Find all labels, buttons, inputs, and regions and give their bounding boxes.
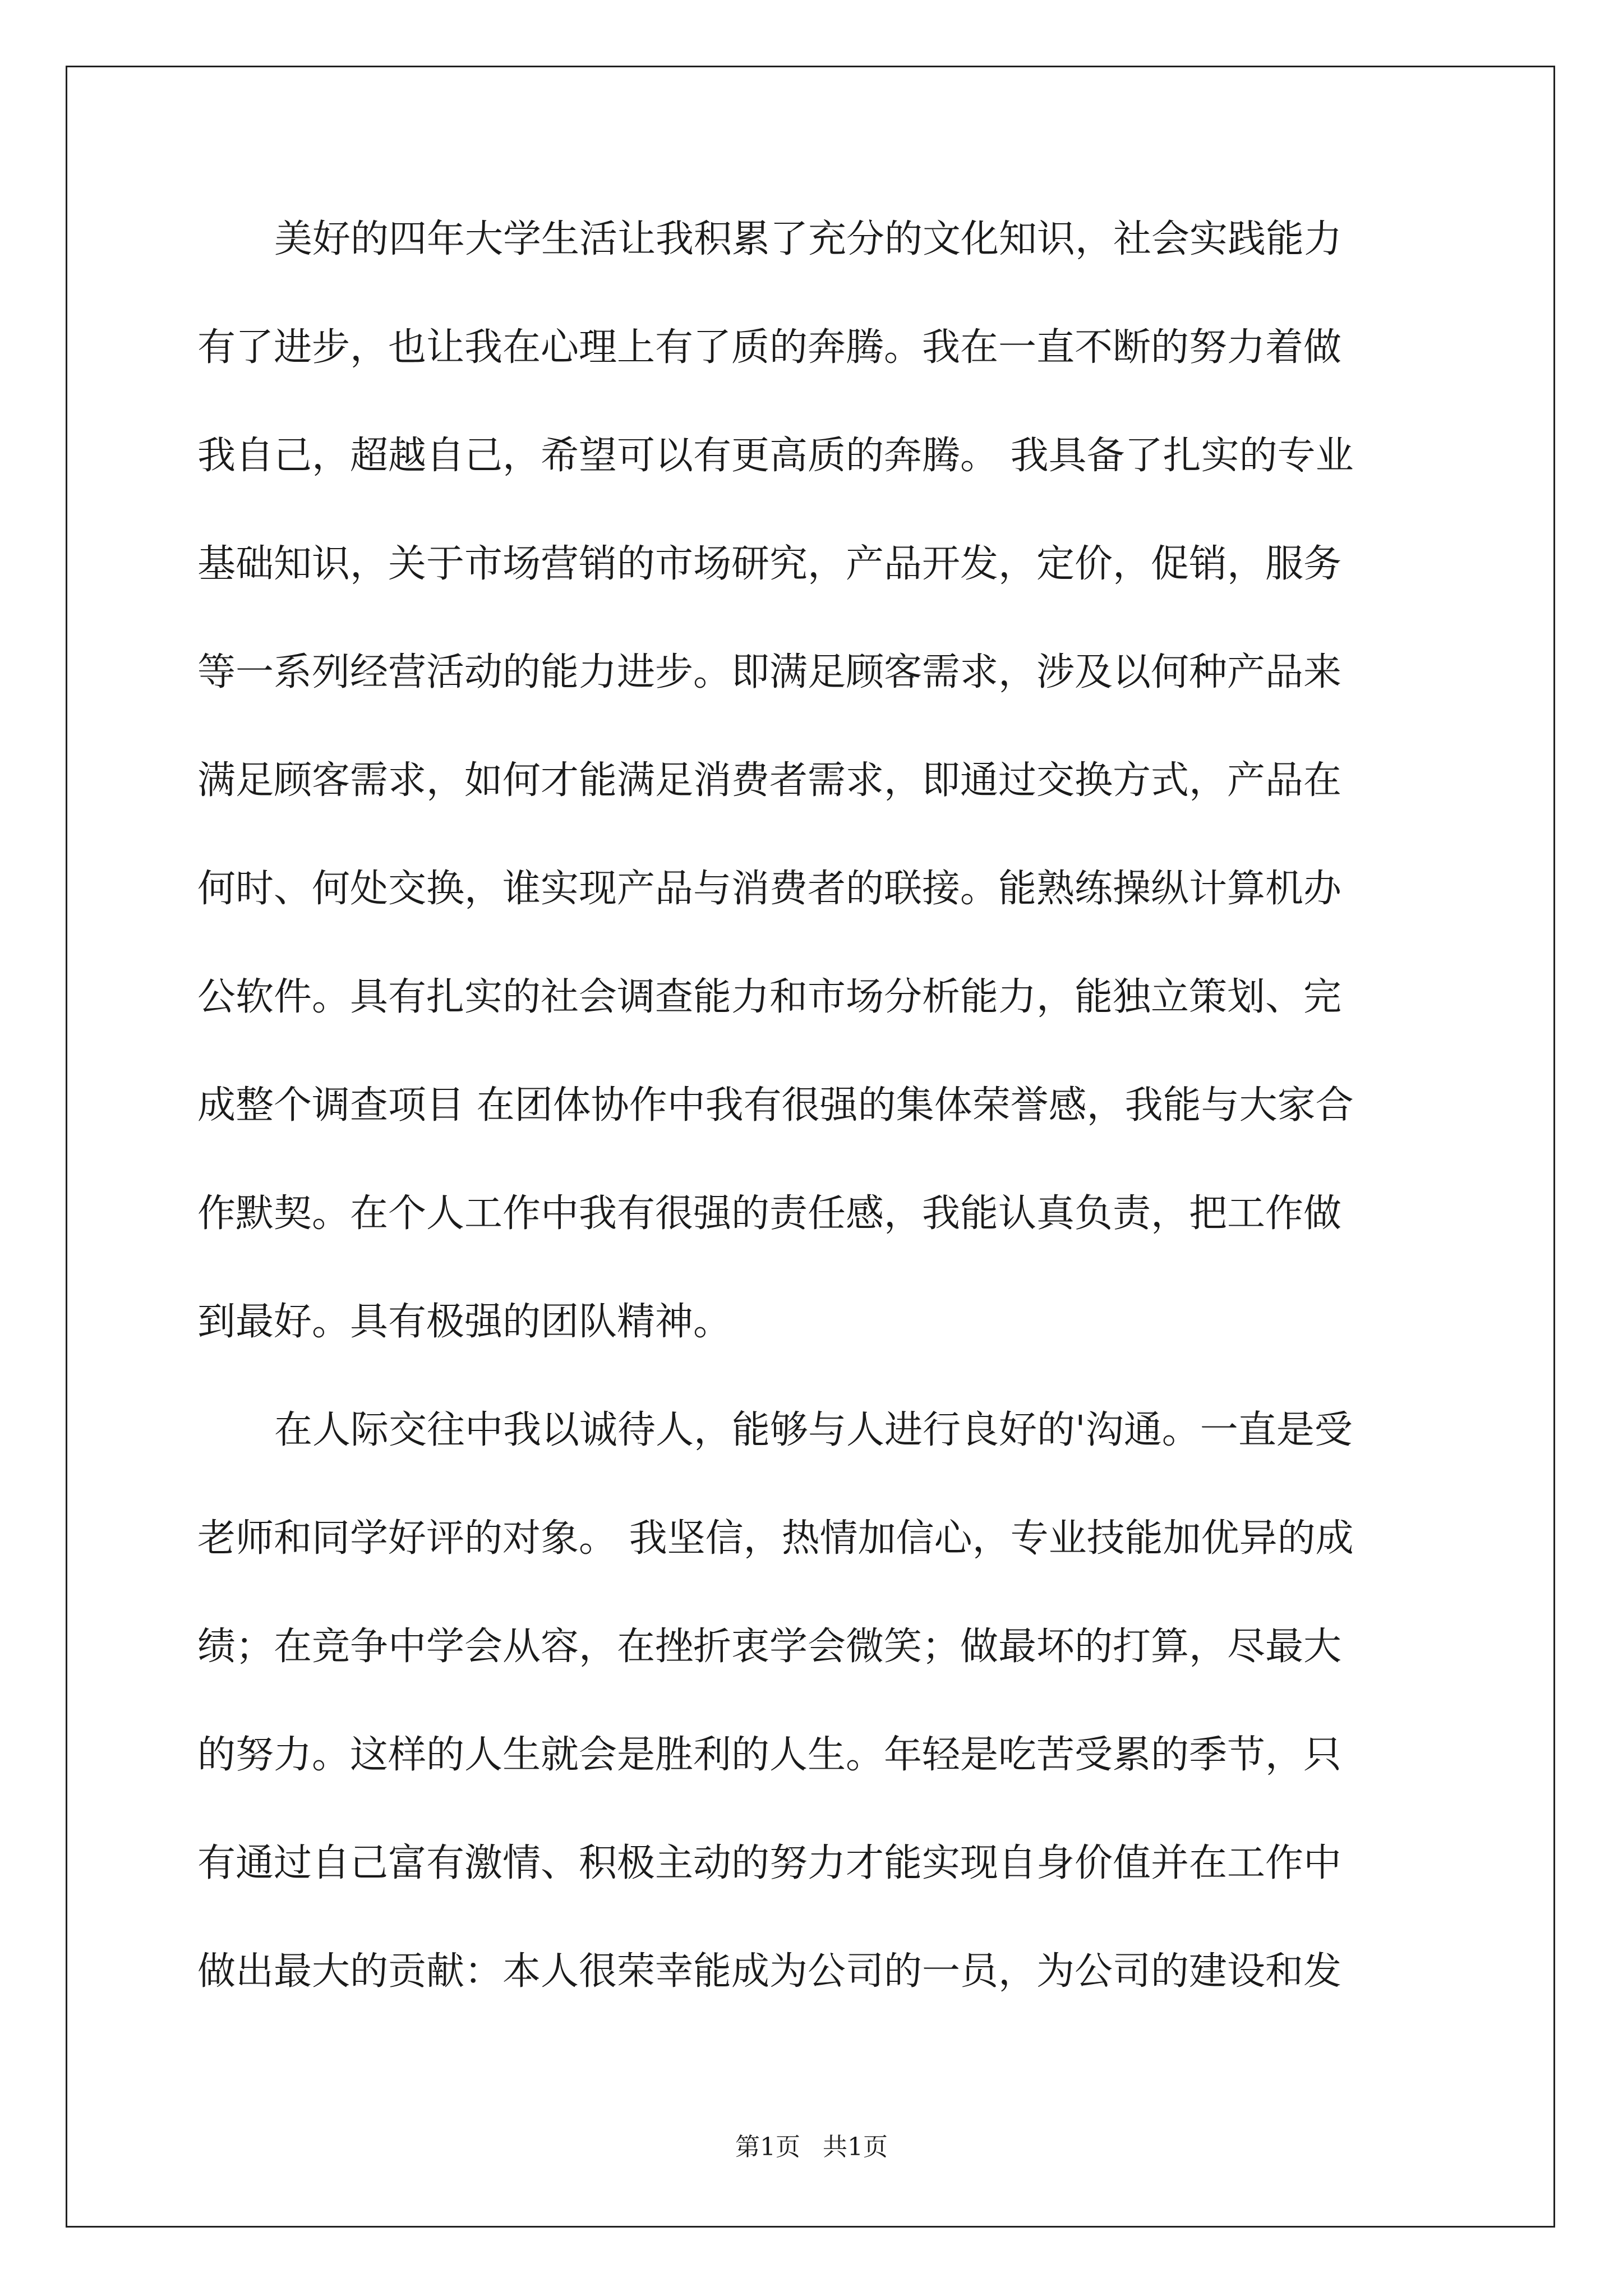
text-line: 的努力。这样的人生就会是胜利的人生。年轻是吃苦受累的季节，只 [197,1733,1342,1777]
text-line: 有了进步，也让我在心理上有了质的奔腾。我在一直不断的努力着做 [197,325,1342,370]
text-line: 美好的四年大学生活让我积累了充分的文化知识，社会实践能力 [274,217,1343,261]
text-line: 绩；在竞争中学会从容，在挫折衷学会微笑；做最坏的打算，尽最大 [197,1625,1342,1669]
text-line: 做出最大的贡献：本人很荣幸能成为公司的一员，为公司的建设和发 [197,1949,1342,1994]
text-line: 何时、何处交换，谁实现产品与消费者的联接。能熟练操纵计算机办 [197,867,1342,911]
text-line: 老师和同学好评的对象。 我坚信，热情加信心，专业技能加优异的成 [197,1516,1354,1561]
text-line: 等一系列经营活动的能力进步。即满足顾客需求，涉及以何种产品来 [197,650,1342,694]
text-line: 在人际交往中我以诚待人，能够与人进行良好的'沟通。一直是受 [274,1408,1353,1452]
document-body [197,214,1420,2055]
text-line: 满足顾客需求，如何才能满足消费者需求，即通过交换方式，产品在 [197,758,1342,803]
text-line: 到最好。具有极强的团队精神。 [197,1300,732,1344]
text-line: 作默契。在个人工作中我有很强的责任感，我能认真负责，把工作做 [197,1191,1342,1236]
text-line: 公软件。具有扎实的社会调查能力和市场分析能力，能独立策划、完 [197,975,1342,1019]
page-footer [0,2132,1623,2163]
text-line: 基础知识，关于市场营销的市场研究，产品开发，定价，促销，服务 [197,542,1342,586]
text-line: 我自己，超越自己，希望可以有更高质的奔腾。 我具备了扎实的专业 [197,434,1354,478]
text-line: 成整个调查项目 在团体协作中我有很强的集体荣誉感，我能与大家合 [197,1083,1354,1128]
text-line: 有通过自己富有激情、积极主动的努力才能实现自身价值并在工作中 [197,1841,1342,1885]
page-total: 共1页 [823,2133,888,2161]
page-number: 第1页 [735,2133,800,2161]
